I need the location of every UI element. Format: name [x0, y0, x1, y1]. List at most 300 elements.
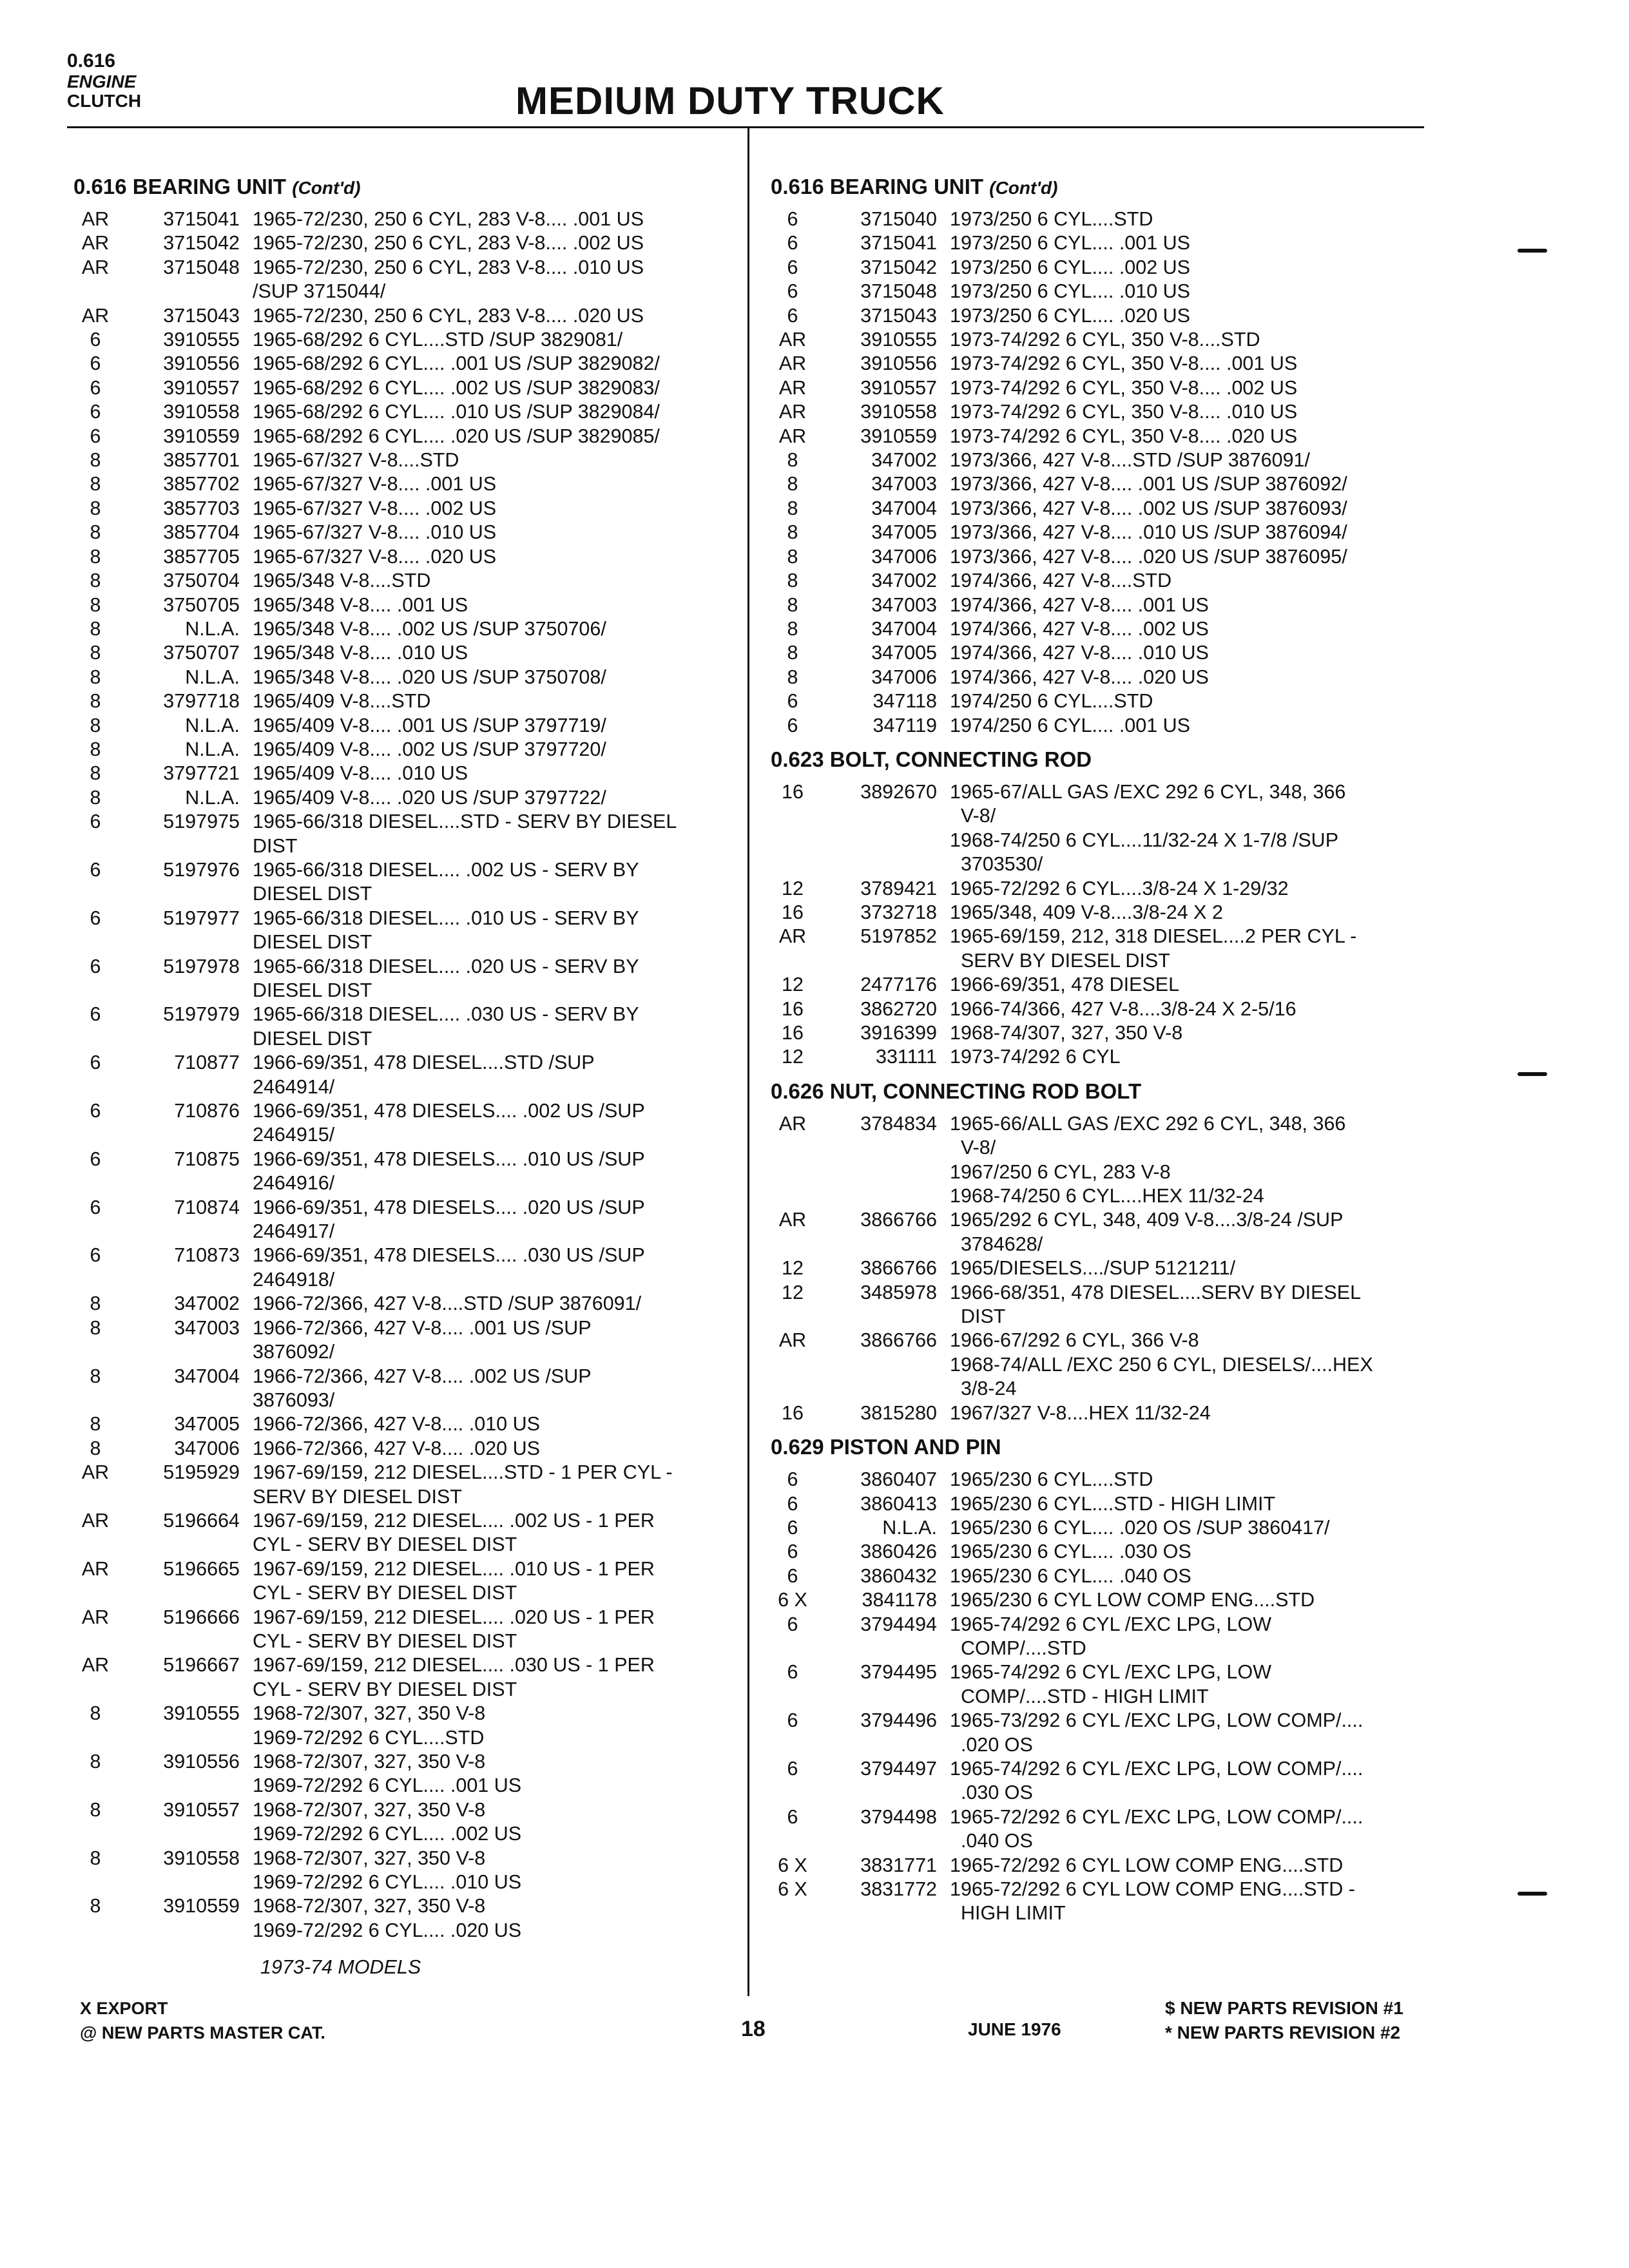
description-cell: 1965/230 6 CYL.... .040 OS	[950, 1564, 1191, 1587]
part-number-cell: 5197977	[163, 907, 240, 929]
table-row	[73, 1606, 737, 1654]
quantity-cell: AR	[81, 304, 110, 327]
part-number-cell: 5197975	[163, 811, 240, 833]
description-cell: 1966-69/351, 478 DIESEL	[950, 974, 1180, 996]
table-row	[73, 521, 737, 544]
description-cell: 1968-72/307, 327, 350 V-8 1969-72/292 6 CYL.... .002 US	[253, 1798, 522, 1845]
part-number-cell: 347004	[871, 617, 937, 640]
description-cell: 1965-66/318 DIESEL.... .002 US - SERV BY DIESEL DIST	[253, 858, 639, 905]
description-cell: 1967-69/159, 212 DIESEL.... .020 US - 1 PER CYL - SERV BY DIESEL DIST	[253, 1606, 655, 1652]
table-row	[771, 545, 1447, 569]
description-cell: 1974/366, 427 V-8.... .002 US	[950, 617, 1209, 640]
footer-legend-right	[1165, 1996, 1403, 2045]
section-title: 0.629 PISTON AND PIN	[771, 1435, 1001, 1459]
part-number-cell: 3866766	[860, 1209, 937, 1231]
part-number-cell: 3857704	[163, 521, 240, 544]
table-row	[771, 1256, 1447, 1280]
part-number-cell: 3789421	[860, 877, 937, 899]
table-row	[73, 689, 737, 713]
part-number-cell: 347005	[174, 1413, 240, 1436]
description-cell: 1967-69/159, 212 DIESEL.... .030 US - 1 PER CYL - SERV BY DIESEL DIST	[253, 1654, 655, 1700]
part-number-cell: 347004	[174, 1365, 240, 1387]
description-cell: 1965-68/292 6 CYL.... .002 US /SUP 3829083/	[253, 376, 660, 399]
quantity-cell: 8	[90, 1798, 101, 1821]
description-cell: 1966-69/351, 478 DIESELS.... .010 US /SUP 2464916/	[253, 1148, 645, 1195]
quantity-cell: AR	[81, 208, 110, 230]
part-number-cell: 3715041	[163, 208, 240, 230]
header-engine-label: ENGINE	[67, 72, 137, 91]
description-cell: 1973/250 6 CYL.... .001 US	[950, 232, 1191, 255]
footer-revision-2: * NEW PARTS REVISION #2	[1165, 2023, 1401, 2042]
column-divider	[747, 128, 749, 1996]
part-number-cell: 3715043	[860, 304, 937, 327]
part-number-cell: 5196667	[163, 1654, 240, 1677]
part-number-cell: 3910556	[860, 352, 937, 375]
quantity-cell: 8	[90, 473, 101, 495]
table-row	[771, 1401, 1447, 1425]
description-cell: 1965/230 6 CYL.... .020 OS /SUP 3860417/	[950, 1516, 1330, 1539]
quantity-cell: 6	[90, 352, 101, 375]
quantity-cell: AR	[81, 1509, 110, 1532]
quantity-cell: 6	[787, 208, 798, 230]
table-row	[73, 907, 737, 955]
page-number: 18	[741, 2017, 766, 2041]
section-heading	[771, 174, 1447, 201]
revision-mark	[1518, 1892, 1547, 1896]
description-cell: 1973/250 6 CYL.... .020 US	[950, 304, 1191, 327]
footer-master-note: @ NEW PARTS MASTER CAT.	[80, 2023, 325, 2042]
quantity-cell: 6	[90, 376, 101, 399]
description-cell: 1973/250 6 CYL.... .002 US	[950, 256, 1191, 278]
quantity-cell: 8	[787, 473, 798, 495]
quantity-cell: AR	[81, 1654, 110, 1677]
table-row	[771, 1878, 1447, 1926]
quantity-cell: AR	[778, 376, 807, 399]
description-cell: 1965/348 V-8....STD	[253, 570, 431, 592]
part-number-cell: 3794497	[860, 1757, 937, 1780]
description-cell: 1973/250 6 CYL....STD	[950, 208, 1153, 230]
part-number-cell: 5196665	[163, 1557, 240, 1580]
part-number-cell: 3715040	[860, 208, 937, 230]
quantity-cell: 8	[90, 1293, 101, 1315]
table-row	[771, 1045, 1447, 1069]
quantity-cell: 16	[782, 780, 804, 803]
table-row	[771, 1329, 1447, 1401]
description-cell: 1965/409 V-8.... .002 US /SUP 3797720/	[253, 738, 606, 760]
table-row	[73, 810, 737, 858]
quantity-cell: AR	[778, 425, 807, 447]
part-number-cell: 3750705	[163, 593, 240, 616]
table-row	[73, 1750, 737, 1798]
description-cell: 1965/292 6 CYL, 348, 409 V-8....3/8-24 /SUP 3784628/	[950, 1209, 1344, 1255]
part-number-cell: 3910555	[163, 1702, 240, 1725]
revision-mark	[1518, 1072, 1547, 1076]
table-row	[73, 593, 737, 617]
description-cell: 1973/366, 427 V-8.... .010 US /SUP 3876094/	[950, 521, 1347, 544]
part-number-cell: 347002	[871, 449, 937, 472]
table-row	[73, 400, 737, 424]
quantity-cell: 6	[787, 304, 798, 327]
description-cell: 1967/327 V-8....HEX 11/32-24	[950, 1401, 1211, 1424]
quantity-cell: 8	[90, 521, 101, 544]
quantity-cell: 8	[90, 690, 101, 713]
part-number-cell: 3784834	[860, 1112, 937, 1135]
quantity-cell: 8	[90, 545, 101, 568]
part-number-cell: 5197852	[860, 925, 937, 948]
quantity-cell: 6 X	[778, 1589, 807, 1611]
table-row	[771, 1709, 1447, 1757]
quantity-cell: 8	[90, 666, 101, 688]
description-cell: 1965-72/230, 250 6 CYL, 283 V-8.... .020 US	[253, 304, 644, 327]
table-row	[771, 1805, 1447, 1854]
quantity-cell: 6	[90, 1244, 101, 1267]
part-number-cell: 3916399	[860, 1022, 937, 1044]
table-row	[73, 569, 737, 593]
description-cell: 1965-72/230, 250 6 CYL, 283 V-8.... .001 US	[253, 208, 644, 230]
part-number-cell: 5197978	[163, 955, 240, 977]
header-divider	[67, 126, 1424, 128]
quantity-cell: 8	[90, 1847, 101, 1869]
description-cell: 1974/366, 427 V-8.... .020 US	[950, 666, 1209, 688]
description-cell: 1974/366, 427 V-8....STD	[950, 570, 1172, 592]
quantity-cell: AR	[778, 925, 807, 948]
part-number-cell: 347006	[871, 545, 937, 568]
table-row	[771, 1492, 1447, 1516]
quantity-cell: 6	[90, 1100, 101, 1122]
description-cell: 1965/230 6 CYL LOW COMP ENG....STD	[950, 1589, 1315, 1611]
quantity-cell: 6	[787, 1613, 798, 1635]
table-row	[73, 1244, 737, 1292]
section-title: 0.616 BEARING UNIT	[771, 175, 984, 198]
quantity-cell: 6	[787, 280, 798, 303]
part-number-cell: 3866766	[860, 1257, 937, 1280]
section-title: 0.616 BEARING UNIT	[73, 175, 287, 198]
quantity-cell: 12	[782, 1281, 804, 1303]
description-cell: 1973-74/292 6 CYL, 350 V-8.... .020 US	[950, 425, 1298, 447]
part-number-cell: 3866766	[860, 1329, 937, 1352]
description-cell: 1973/250 6 CYL.... .010 US	[950, 280, 1191, 303]
table-row	[73, 1437, 737, 1461]
quantity-cell: 6	[90, 425, 101, 447]
section-heading	[73, 174, 737, 201]
table-row	[771, 689, 1447, 713]
quantity-cell: 6	[787, 1516, 798, 1539]
table-row	[771, 256, 1447, 280]
part-number-cell: 3857701	[163, 449, 240, 472]
description-cell: 1965/409 V-8.... .020 US /SUP 3797722/	[253, 786, 606, 809]
table-row	[73, 617, 737, 641]
quantity-cell: 8	[90, 1895, 101, 1917]
description-cell: 1965-66/318 DIESEL.... .030 US - SERV BY DIESEL DIST	[253, 1003, 639, 1050]
description-cell: 1974/366, 427 V-8.... .010 US	[950, 642, 1209, 664]
description-cell: 1965/230 6 CYL....STD - HIGH LIMIT	[950, 1492, 1276, 1515]
part-number-cell: 3860407	[860, 1468, 937, 1491]
quantity-cell: 8	[90, 786, 101, 809]
part-number-cell: 710874	[174, 1196, 240, 1218]
part-number-cell: 347002	[174, 1293, 240, 1315]
table-row	[771, 641, 1447, 665]
table-row	[771, 1564, 1447, 1588]
quantity-cell: AR	[778, 352, 807, 375]
table-row	[771, 352, 1447, 376]
part-number-cell: 3797718	[163, 690, 240, 713]
part-number-cell: 3910558	[163, 401, 240, 423]
right-column	[771, 174, 1447, 1926]
quantity-cell: AR	[778, 401, 807, 423]
table-row	[73, 256, 737, 304]
description-cell: 1965-66/318 DIESEL.... .010 US - SERV BY DIESEL DIST	[253, 907, 639, 954]
quantity-cell: 16	[782, 1401, 804, 1424]
quantity-cell: 6	[787, 1492, 798, 1515]
part-number-cell: 347006	[871, 666, 937, 688]
header-clutch-label: CLUTCH	[67, 91, 142, 111]
revision-mark	[1518, 249, 1547, 253]
description-cell: 1966-69/351, 478 DIESELS.... .030 US /SUP 2464918/	[253, 1244, 645, 1291]
description-cell: 1968-72/307, 327, 350 V-8 1969-72/292 6 CYL....STD	[253, 1702, 486, 1749]
description-cell: 1965-67/327 V-8.... .002 US	[253, 497, 497, 519]
part-number-cell: 347003	[871, 473, 937, 495]
quantity-cell: 6	[787, 1468, 798, 1491]
part-number-cell: 3750707	[163, 642, 240, 664]
table-row	[73, 1148, 737, 1196]
part-number-cell: 3715042	[860, 256, 937, 278]
part-number-cell: 5197976	[163, 858, 240, 881]
table-row	[771, 1021, 1447, 1045]
part-number-cell: 3841178	[862, 1589, 937, 1611]
quantity-cell: 6	[90, 907, 101, 929]
description-cell: 1973/366, 427 V-8.... .020 US /SUP 3876095/	[950, 545, 1347, 568]
quantity-cell: 8	[90, 497, 101, 519]
table-row	[73, 352, 737, 376]
description-cell: 1965/348 V-8.... .001 US	[253, 593, 468, 616]
table-row	[73, 762, 737, 785]
quantity-cell: 6	[787, 690, 798, 713]
table-row	[73, 1847, 737, 1895]
quantity-cell: AR	[778, 329, 807, 351]
table-row	[73, 1702, 737, 1750]
part-number-cell: 3715048	[163, 256, 240, 278]
table-row	[771, 569, 1447, 593]
table-row	[771, 304, 1447, 328]
description-cell: 1965-73/292 6 CYL /EXC LPG, LOW COMP/.... .020 OS	[950, 1709, 1364, 1756]
quantity-cell: 8	[90, 1413, 101, 1436]
description-cell: 1965-72/292 6 CYL LOW COMP ENG....STD	[950, 1854, 1344, 1876]
quantity-cell: 6	[787, 1757, 798, 1780]
description-cell: 1968-74/307, 327, 350 V-8	[950, 1022, 1183, 1044]
table-row	[73, 1461, 737, 1509]
table-row	[771, 448, 1447, 472]
part-number-cell: N.L.A.	[185, 738, 240, 760]
description-cell: 1965-74/292 6 CYL /EXC LPG, LOW COMP/....STD	[950, 1613, 1271, 1659]
description-cell: 1966-72/366, 427 V-8.... .020 US	[253, 1437, 540, 1459]
quantity-cell: 6	[787, 232, 798, 255]
quantity-cell: 8	[90, 1316, 101, 1339]
part-number-cell: 3910557	[163, 1798, 240, 1821]
part-number-cell: 3860426	[860, 1541, 937, 1563]
left-column	[73, 174, 737, 1980]
part-number-cell: 710877	[174, 1052, 240, 1074]
description-cell: 1965-66/ALL GAS /EXC 292 6 CYL, 348, 366 V-8/ 1967/250 6 CYL, 283 V-8 1968-74/250 6 CYL....HEX 11/32-24	[950, 1112, 1346, 1207]
description-cell: 1965/348, 409 V-8....3/8-24 X 2	[950, 901, 1223, 923]
part-number-cell: 3732718	[860, 901, 937, 923]
part-number-cell: 5196664	[163, 1509, 240, 1532]
description-cell: 1965-68/292 6 CYL.... .001 US /SUP 3829082/	[253, 352, 660, 375]
quantity-cell: 8	[90, 1365, 101, 1387]
quantity-cell: AR	[778, 1329, 807, 1352]
part-number-cell: 347119	[872, 714, 937, 736]
description-cell: 1966-72/366, 427 V-8.... .002 US /SUP 3876093/	[253, 1365, 592, 1411]
part-number-cell: N.L.A.	[185, 666, 240, 688]
table-row	[771, 877, 1447, 901]
quantity-cell: 8	[787, 593, 798, 616]
quantity-cell: 8	[787, 521, 798, 544]
description-cell: 1966-72/366, 427 V-8.... .001 US /SUP 3876092/	[253, 1316, 592, 1363]
table-row	[771, 1112, 1447, 1209]
part-number-cell: 3794494	[860, 1613, 937, 1635]
quantity-cell: 6	[90, 811, 101, 833]
table-row	[771, 1281, 1447, 1329]
quantity-cell: 8	[90, 1751, 101, 1773]
table-row	[73, 858, 737, 907]
description-cell: 1974/250 6 CYL....STD	[950, 690, 1153, 713]
table-row	[771, 1516, 1447, 1540]
part-number-cell: 3794498	[860, 1805, 937, 1828]
table-row	[771, 207, 1447, 231]
part-number-cell: 3862720	[860, 997, 937, 1020]
section-title: 0.623 BOLT, CONNECTING ROD	[771, 747, 1092, 771]
quantity-cell: AR	[81, 232, 110, 255]
quantity-cell: 6	[90, 401, 101, 423]
quantity-cell: 8	[90, 1702, 101, 1725]
section-heading	[771, 1434, 1447, 1461]
table-row	[771, 376, 1447, 400]
quantity-cell: 6	[90, 1148, 101, 1170]
description-cell: 1968-72/307, 327, 350 V-8 1969-72/292 6 CYL.... .020 US	[253, 1895, 522, 1941]
quantity-cell: 6	[90, 955, 101, 977]
table-row	[73, 1894, 737, 1943]
quantity-cell: 6	[90, 1003, 101, 1026]
description-cell: 1965-72/230, 250 6 CYL, 283 V-8.... .010 US /SUP 3715044/	[253, 256, 644, 303]
quantity-cell: AR	[81, 1461, 110, 1484]
section-continued-note: (Cont'd)	[989, 178, 1058, 198]
section-title: 0.626 NUT, CONNECTING ROD BOLT	[771, 1079, 1142, 1103]
description-cell: 1965-67/327 V-8.... .020 US	[253, 545, 497, 568]
quantity-cell: 16	[782, 997, 804, 1020]
description-cell: 1965-72/292 6 CYL LOW COMP ENG....STD - HIGH LIMIT	[950, 1878, 1355, 1925]
part-number-cell: 3797721	[163, 762, 240, 785]
description-cell: 1965-72/230, 250 6 CYL, 283 V-8.... .002 US	[253, 232, 644, 255]
part-number-cell: 347118	[872, 690, 937, 713]
description-cell: 1974/250 6 CYL.... .001 US	[950, 714, 1191, 736]
description-cell: 1965-69/159, 212, 318 DIESEL....2 PER CYL - SERV BY DIESEL DIST	[950, 925, 1357, 972]
part-number-cell: 3485978	[860, 1281, 937, 1303]
description-cell: 1965-67/ALL GAS /EXC 292 6 CYL, 348, 366 V-8/ 1968-74/250 6 CYL....11/32-24 X 1-7/8 /SUP 3703530/	[950, 780, 1346, 876]
table-row	[771, 925, 1447, 973]
description-cell: 1966-69/351, 478 DIESELS.... .020 US /SUP 2464917/	[253, 1196, 645, 1243]
table-row	[771, 593, 1447, 617]
description-cell: 1965/348 V-8.... .002 US /SUP 3750706/	[253, 617, 606, 640]
part-number-cell: 331111	[876, 1046, 937, 1068]
part-number-cell: 3831771	[860, 1854, 937, 1876]
part-number-cell: 710873	[174, 1244, 240, 1267]
part-number-cell: 3715041	[860, 232, 937, 255]
description-cell: 1973-74/292 6 CYL, 350 V-8....STD	[950, 329, 1260, 351]
description-cell: 1965/230 6 CYL.... .030 OS	[950, 1541, 1191, 1563]
table-row	[73, 1003, 737, 1051]
part-number-cell: 3860413	[860, 1492, 937, 1515]
quantity-cell: 6	[787, 1564, 798, 1587]
quantity-cell: 6 X	[778, 1878, 807, 1900]
table-row	[73, 1292, 737, 1316]
table-row	[771, 780, 1447, 877]
quantity-cell: 8	[787, 570, 798, 592]
table-row	[771, 1757, 1447, 1805]
part-number-cell: 2477176	[860, 974, 937, 996]
description-cell: 1966-72/366, 427 V-8.... .010 US	[253, 1413, 540, 1436]
quantity-cell: 8	[90, 449, 101, 472]
page-header-left	[67, 50, 141, 111]
quantity-cell: 6	[787, 1541, 798, 1563]
table-row	[73, 545, 737, 569]
part-number-cell: 3715043	[163, 304, 240, 327]
description-cell: 1965-67/327 V-8.... .001 US	[253, 473, 497, 495]
part-number-cell: 347004	[871, 497, 937, 519]
description-cell: 1973-74/292 6 CYL	[950, 1046, 1121, 1068]
table-row	[771, 973, 1447, 997]
table-row	[73, 1316, 737, 1365]
description-cell: 1966-67/292 6 CYL, 366 V-8 1968-74/ALL /EXC 250 6 CYL, DIESELS/....HEX 3/8-24	[950, 1329, 1373, 1400]
description-cell: 1965-68/292 6 CYL.... .020 US /SUP 3829085/	[253, 425, 660, 447]
description-cell: 1973/366, 427 V-8....STD /SUP 3876091/	[950, 449, 1310, 472]
table-row	[73, 231, 737, 255]
table-row	[73, 497, 737, 521]
description-cell: 1965-72/292 6 CYL /EXC LPG, LOW COMP/.... .040 OS	[950, 1805, 1364, 1852]
table-row	[771, 1660, 1447, 1709]
table-row	[73, 207, 737, 231]
part-number-cell: N.L.A.	[185, 617, 240, 640]
part-number-cell: 3910558	[860, 401, 937, 423]
table-row	[73, 1099, 737, 1148]
section-heading	[771, 1079, 1447, 1106]
description-cell: 1967-69/159, 212 DIESEL....STD - 1 PER CYL - SERV BY DIESEL DIST	[253, 1461, 673, 1508]
description-cell: 1965-68/292 6 CYL....STD /SUP 3829081/	[253, 329, 623, 351]
part-number-cell: 347005	[871, 521, 937, 544]
table-row	[771, 497, 1447, 521]
quantity-cell: 8	[787, 449, 798, 472]
section-continued-note: (Cont'd)	[292, 178, 361, 198]
description-cell: 1967-69/159, 212 DIESEL.... .010 US - 1 PER CYL - SERV BY DIESEL DIST	[253, 1557, 655, 1604]
part-number-cell: 3910555	[163, 329, 240, 351]
part-number-cell: 710875	[174, 1148, 240, 1170]
quantity-cell: 8	[90, 738, 101, 760]
part-number-cell: 3910556	[163, 352, 240, 375]
table-row	[73, 1051, 737, 1099]
footer-export-note: X EXPORT	[80, 1999, 168, 2018]
quantity-cell: 12	[782, 877, 804, 899]
description-cell: 1966-69/351, 478 DIESELS.... .002 US /SUP 2464915/	[253, 1100, 645, 1146]
table-row	[73, 1653, 737, 1702]
part-number-cell: 5195929	[163, 1461, 240, 1484]
quantity-cell: AR	[778, 1112, 807, 1135]
quantity-cell: 12	[782, 1046, 804, 1068]
part-number-cell: 3794495	[860, 1661, 937, 1684]
quantity-cell: 16	[782, 901, 804, 923]
description-cell: 1966-74/366, 427 V-8....3/8-24 X 2-5/16	[950, 997, 1296, 1020]
part-number-cell: 347002	[871, 570, 937, 592]
quantity-cell: 12	[782, 974, 804, 996]
quantity-cell: 8	[787, 642, 798, 664]
table-row	[73, 666, 737, 689]
